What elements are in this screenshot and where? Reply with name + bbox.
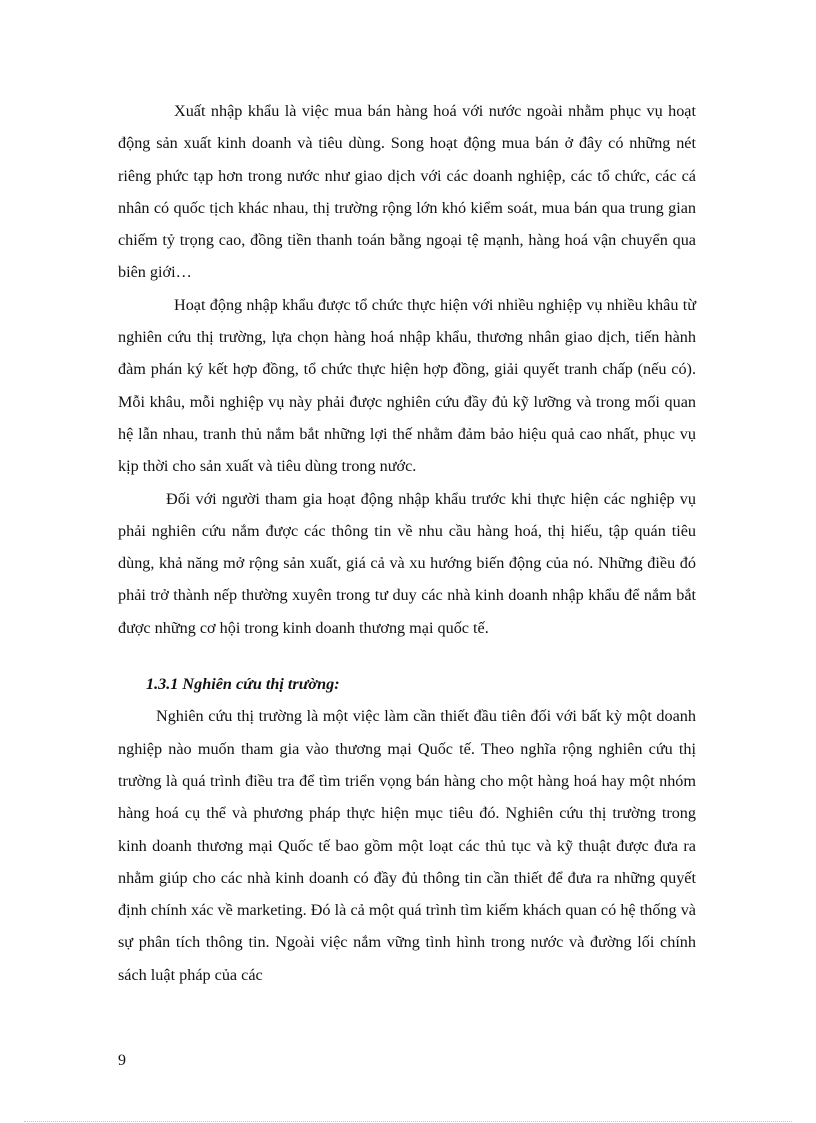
paragraph-market-research: Nghiên cứu thị trường là một việc làm cần thiết đầu tiên đối với bất kỳ một doanh nghiệp nào muốn tham gia vào thương mại Quốc tế. Theo nghĩa rộng nghiên cứu thị trường là quá trình điều tra để tìm triển vọng bán hàng cho một hàng hoá hay một nhóm hàng hoá cụ thể và phương pháp thực hiện mục tiêu đó. Nghiên cứu thị trường trong kinh doanh thương mại Quốc tế bao gồm một loạt các thủ tục và kỹ thuật được đưa ra nhằm giúp cho các nhà kinh doanh có đầy đủ thông tin cần thiết để đưa ra những quyết định chính xác về marketing. Đó là cả một quá trình tìm kiếm khách quan có hệ thống và sự phân tích thông tin. Ngoài việc nắm vững tình hình trong nước và đường lối chính sách luật pháp của các [118,707,696,984]
page-number: 9 [118,1052,126,1069]
paragraph-export-import-definition: Xuất nhập khẩu là việc mua bán hàng hoá với nước ngoài nhằm phục vụ hoạt động sản xuất kinh doanh và tiêu dùng. Song hoạt động mua bán ở đây có những nét riêng phức tạp hơn trong nước như giao dịch với các doanh nghiệp, các tổ chức, các cá nhân có quốc tịch khác nhau, thị trường rộng lớn khó kiểm soát, mua bán qua trung gian chiếm tỷ trọng cao, đồng tiền thanh toán bằng ngoại tệ mạnh, hàng hoá vận chuyển qua biên giới… [118,102,696,282]
paragraph-import-activities: Hoạt động nhập khẩu được tổ chức thực hiện với nhiều nghiệp vụ nhiều khâu từ nghiên cứu thị trường, lựa chọn hàng hoá nhập khẩu, thương nhân giao dịch, tiến hành đàm phán ký kết hợp đồng, tổ chức thực hiện hợp đồng, giải quyết tranh chấp (nếu có). Mỗi khâu, mỗi nghiệp vụ này phải được nghiên cứu đầy đủ kỹ lưỡng và trong mối quan hệ lẫn nhau, tranh thủ nắm bắt những lợi thế nhằm đảm bảo hiệu quả cao nhất, phục vụ kịp thời cho sản xuất và tiêu dùng trong nước. [118,295,696,476]
page-bottom-divider [24,1121,792,1122]
section-heading: 1.3.1 Nghiên cứu thị trường: [146,675,340,694]
body-text [118,95,696,991]
paragraph-importer-research: Đối với người tham gia hoạt động nhập khẩu trước khi thực hiện các nghiệp vụ phải nghiên cứu nắm được các thông tin về nhu cầu hàng hoá, thị hiếu, tập quán tiêu dùng, khả năng mở rộng sản xuất, giá cả và xu hướng biến động của nó. Những điều đó phải trở thành nếp thường xuyên trong tư duy các nhà kinh doanh nhập khẩu để nắm bắt được những cơ hội trong kinh doanh thương mại quốc tế. [118,489,696,637]
